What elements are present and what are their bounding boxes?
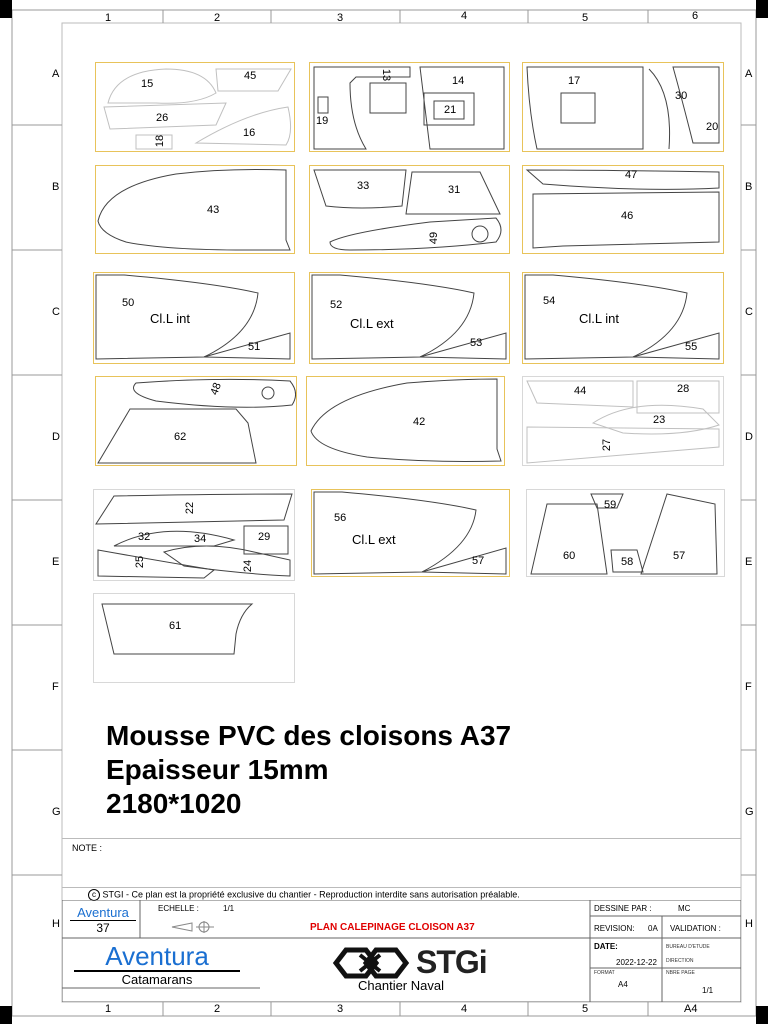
note-label: NOTE :	[72, 843, 103, 853]
grid-col-3-bottom: 3	[337, 1003, 344, 1015]
part-17: 17	[568, 75, 581, 87]
grid-col-6-top: 6	[692, 10, 699, 22]
nest-panel-r5c2	[311, 489, 510, 577]
part-15: 15	[141, 78, 154, 90]
sheet-size: A4	[684, 1003, 698, 1015]
echelle-label: ECHELLE :	[158, 904, 199, 913]
part-50: 50	[122, 297, 135, 309]
part-47: 47	[625, 169, 638, 181]
plan-title: PLAN CALEPINAGE CLOISON A37	[310, 922, 475, 933]
nest-panel-r3c3	[522, 272, 724, 364]
part-45: 45	[244, 70, 257, 82]
date-label: DATE:	[594, 942, 618, 951]
copyright-icon: c	[88, 889, 100, 901]
echelle-value: 1/1	[223, 904, 235, 913]
part-60: 60	[563, 550, 576, 562]
nest-panel-r3c2	[309, 272, 510, 364]
validation-label: VALIDATION :	[670, 924, 721, 933]
grid-col-4-top: 4	[461, 10, 468, 22]
copyright-text: STGI - Ce plan est la propriété exclusive du chantier - Reproduction interdite sans autorisation préalable.	[102, 889, 520, 900]
nest-panel-r3c1	[93, 272, 295, 364]
part-46: 46	[621, 210, 634, 222]
part-25: 25	[134, 555, 147, 569]
label-cl-ext-1: Cl.L ext	[350, 316, 394, 331]
nest-panel-r6c1	[93, 593, 295, 683]
note-box	[62, 838, 741, 888]
part-54: 54	[543, 295, 556, 307]
part-52: 52	[330, 299, 343, 311]
part-57a: 57	[472, 555, 485, 567]
nest-panel-r4c2	[306, 376, 505, 466]
part-55: 55	[685, 341, 698, 353]
grid-row-a-right: A	[745, 68, 753, 80]
part-18: 18	[154, 134, 167, 148]
grid-col-4-bottom: 4	[461, 1003, 468, 1015]
grid-row-b-right: B	[745, 181, 753, 193]
grid-row-f-left: F	[52, 681, 59, 693]
nest-panel-r5c3	[526, 489, 725, 577]
title-line-2: Epaisseur 15mm	[106, 754, 329, 785]
nest-panel-r1c1	[95, 62, 295, 152]
grid-row-c-left: C	[52, 306, 60, 318]
bureau-label: BUREAU D'ETUDE	[666, 944, 710, 950]
label-cl-int-1: Cl.L int	[150, 311, 190, 326]
part-21: 21	[444, 104, 457, 116]
grid-row-d-left: D	[52, 431, 60, 443]
nbre-page-label: NBRE PAGE	[666, 970, 695, 976]
small-logo-number: 37	[96, 921, 110, 935]
label-cl-int-2: Cl.L int	[579, 311, 619, 326]
grid-col-2-top: 2	[214, 12, 221, 24]
part-49: 49	[428, 231, 441, 245]
grid-row-d-right: D	[745, 431, 753, 443]
part-53: 53	[470, 337, 483, 349]
grid-col-2-bottom: 2	[214, 1003, 221, 1015]
part-57b: 57	[673, 550, 686, 562]
grid-row-f-right: F	[745, 681, 752, 693]
part-31: 31	[448, 184, 461, 196]
nest-panel-r2c3	[522, 165, 724, 254]
part-34: 34	[194, 533, 207, 545]
nest-panel-r2c2	[309, 165, 510, 254]
title-block	[62, 900, 741, 1002]
part-32: 32	[138, 531, 151, 543]
title-line-1: Mousse PVC des cloisons A37	[106, 720, 512, 751]
grid-col-5-bottom: 5	[582, 1003, 589, 1015]
revision-label: REVISION:	[594, 924, 635, 933]
stgi-subtitle: Chantier Naval	[358, 978, 444, 993]
small-logo-name: Aventura	[70, 906, 136, 921]
part-43: 43	[207, 204, 220, 216]
brand-logo	[74, 942, 240, 988]
nest-panel-r2c1	[95, 165, 295, 254]
grid-row-g-left: G	[52, 806, 61, 818]
part-19: 19	[316, 115, 329, 127]
part-28: 28	[677, 383, 690, 395]
grid-row-g-right: G	[745, 806, 754, 818]
grid-row-a-left: A	[52, 68, 60, 80]
part-62: 62	[174, 431, 187, 443]
dessine-value: MC	[678, 904, 691, 913]
revision-value: 0A	[648, 924, 658, 933]
part-48: 48	[208, 381, 224, 397]
part-13: 13	[380, 68, 393, 82]
part-61: 61	[169, 620, 182, 632]
brand-name: Aventura	[74, 942, 240, 972]
part-33: 33	[357, 180, 370, 192]
part-29: 29	[258, 531, 271, 543]
grid-col-1-bottom: 1	[105, 1003, 112, 1015]
grid-col-3-top: 3	[337, 12, 344, 24]
format-value: A4	[618, 980, 628, 989]
grid-row-c-right: C	[745, 306, 753, 318]
nest-panel-r1c2	[309, 62, 510, 152]
stgi-name: STGi	[416, 944, 487, 980]
nest-panel-r4c3	[522, 376, 724, 466]
grid-col-5-top: 5	[582, 12, 589, 24]
nest-panel-r4c1	[95, 376, 297, 466]
part-58: 58	[621, 556, 634, 568]
part-26: 26	[156, 112, 169, 124]
small-logo	[70, 906, 136, 935]
brand-subtitle: Catamarans	[121, 972, 193, 987]
grid-row-h-right: H	[745, 918, 753, 930]
grid-col-1-top: 1	[105, 12, 112, 24]
date-value: 2022-12-22	[616, 958, 657, 967]
part-30: 30	[675, 90, 688, 102]
label-cl-ext-2: Cl.L ext	[352, 532, 396, 547]
grid-row-h-left: H	[52, 918, 60, 930]
part-27: 27	[601, 438, 614, 452]
part-42: 42	[413, 416, 426, 428]
scale-icon	[170, 920, 220, 939]
title-line-3: 2180*1020	[106, 788, 242, 819]
part-22: 22	[184, 501, 197, 515]
grid-row-e-right: E	[745, 556, 753, 568]
dessine-label: DESSINE PAR :	[594, 904, 652, 913]
part-56: 56	[334, 512, 347, 524]
part-59: 59	[604, 499, 617, 511]
grid-row-b-left: B	[52, 181, 60, 193]
nest-panel-r1c3	[522, 62, 724, 152]
part-51: 51	[248, 341, 261, 353]
stgi-logo-icon	[332, 946, 412, 980]
direction-label: DIRECTION	[666, 958, 694, 964]
format-label: FORMAT	[594, 970, 615, 976]
nbre-page-value: 1/1	[702, 986, 714, 995]
part-20: 20	[706, 121, 719, 133]
part-44: 44	[574, 385, 587, 397]
part-16: 16	[243, 127, 256, 139]
part-24: 24	[242, 559, 255, 573]
part-23: 23	[653, 414, 666, 426]
grid-row-e-left: E	[52, 556, 60, 568]
part-14: 14	[452, 75, 465, 87]
nest-panel-r5c1	[93, 489, 295, 581]
